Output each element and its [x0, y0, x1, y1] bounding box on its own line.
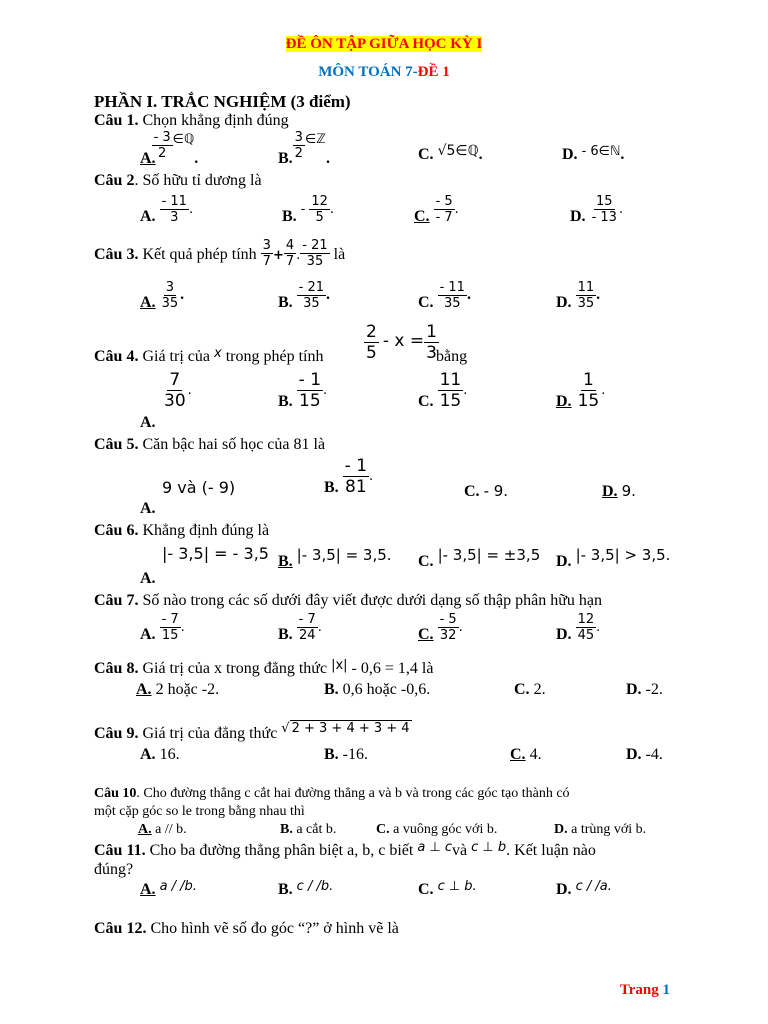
- q9-option-d: D. -4.: [626, 746, 663, 763]
- q10-option-a: A. a // b.: [138, 822, 187, 837]
- question-11-line2: đúng?: [94, 861, 134, 878]
- question-7: Câu 7. Số nào trong các số dưới đây viết được dưới dạng số thập phân hữu hạn: [94, 592, 602, 609]
- q3-option-c: C. $\frac{- 11}{35}$ .: [418, 280, 471, 312]
- q5-option-c: C. - 9.: [464, 482, 509, 500]
- q2-option-a: A. $\frac{- 11}{3}$ .: [140, 194, 194, 226]
- q7-option-d: D. $\frac{12}{45}$ .: [556, 612, 601, 644]
- q11-option-b: B. $^{c / /b.}$: [278, 879, 334, 898]
- question-11: Câu 11. Cho ba đường thẳng phân biệt a, b, c biết $^{a \perp c}$và $^{c \perp b}$. Kết luận nào: [94, 840, 596, 859]
- q8-option-d: D. -2.: [626, 681, 663, 698]
- q10-option-d: D. a trùng với b.: [554, 822, 647, 837]
- question-3: Câu 3. Kết quả phép tính $\frac{3}{7}$ + $\frac{4}{7}$ . $\frac{- 21}{35}$ là: [94, 238, 346, 269]
- document-subtitle: MÔN TOÁN 7-ĐỀ 1: [318, 64, 450, 80]
- q2-option-b: B. - $\frac{12}{5}$ .: [282, 194, 335, 226]
- q4-option-a-value: $\frac{7}{30}$ .: [164, 370, 192, 411]
- q4-tail: bằng: [436, 348, 468, 365]
- q5-option-a: A.: [140, 500, 156, 517]
- q7-option-b: B. $\frac{- 7}{24}$ .: [278, 612, 322, 644]
- q2-option-c: C. $\frac{- 5}{- 7}$ .: [414, 194, 459, 226]
- q3-option-d: D. $\frac{11}{35}$ .: [556, 280, 601, 312]
- question-1: Câu 1. Chọn khẳng định đúng: [94, 112, 289, 129]
- q1-option-d: D. $^{- 6\in ℕ}$.: [562, 144, 625, 163]
- q8-option-a: A. 2 hoặc -2.: [136, 681, 220, 698]
- q8-option-c: C. 2.: [514, 681, 546, 698]
- q4-option-b: B. $\frac{- 1}{15}$ .: [278, 370, 328, 411]
- question-10-line2: một cặp góc so le trong bằng nhau thì: [94, 804, 305, 819]
- q4-option-d: D. $\frac{1}{15}$ .: [556, 370, 606, 411]
- q9-option-b: B. -16.: [324, 746, 368, 763]
- q11-option-c: C. $^{c \perp b.}$: [418, 879, 477, 898]
- q9-option-a: A. 16.: [140, 746, 180, 763]
- q6-option-a: A.: [140, 570, 156, 587]
- q6-option-d: D. |- 3,5| > 3,5.: [556, 546, 671, 570]
- page-number: Trang 1: [619, 982, 670, 998]
- question-5: Câu 5. Căn bậc hai số học của 81 là: [94, 436, 326, 453]
- q5-option-a-value: 9 và (- 9): [162, 478, 236, 497]
- q6-option-c: C. |- 3,5| = ±3,5: [418, 546, 541, 570]
- q5-option-b: B. $\frac{- 1}{81}$ .: [324, 456, 374, 497]
- q7-option-c: C. $\frac{- 5}{32}$ .: [418, 612, 463, 644]
- q3-option-a: A. $\frac{3}{35}$ .: [140, 280, 185, 312]
- question-10: Câu 10. Cho đường thẳng c cắt hai đường thẳng a và b và trong các góc tạo thành có: [94, 786, 570, 801]
- question-4: Câu 4. Giá trị của $^x$ trong phép tính: [94, 346, 324, 365]
- q10-option-c: C. a vuông góc với b.: [376, 822, 498, 837]
- q4-option-c: C. $\frac{11}{15}$ .: [418, 370, 468, 411]
- question-12: Câu 12. Cho hình vẽ số đo góc “?” ở hình vẽ là: [94, 920, 399, 937]
- q11-option-a: A. $^{a / /b.}$: [140, 879, 197, 898]
- question-9: Câu 9. Giá trị của đẳng thức $^{√ 2 + 3 + 4 + 3 + 4}$: [94, 721, 410, 742]
- section-heading: PHẦN I. TRẮC NGHIỆM (3 điểm): [94, 92, 351, 111]
- q9-option-c: C. 4.: [510, 746, 542, 763]
- q1-option-b: B. $\frac{3}{2}$ $^{\in ℤ}$.: [278, 130, 330, 168]
- q3-option-b: B. $\frac{- 21}{35}$ .: [278, 280, 331, 312]
- q6-option-a-value: |- 3,5| = - 3,5: [162, 544, 269, 563]
- q1-option-c: C. √5∈ℚ.: [418, 143, 483, 163]
- q6-option-b: B. |- 3,5| = 3,5.: [278, 546, 392, 570]
- q8-option-b: B. 0,6 hoặc -0,6.: [324, 681, 431, 698]
- q1-option-a: A. $\frac{- 3}{2}$ $^{\in ℚ}$.: [140, 130, 199, 168]
- document-title: ĐỀ ÔN TẬP GIỮA HỌC KỲ I: [285, 36, 483, 52]
- question-6: Câu 6. Khẳng định đúng là: [94, 522, 270, 539]
- q10-option-b: B. a cắt b.: [280, 822, 337, 837]
- q4-equation: $\frac{2}{5}$ - x = $\frac{1}{3}$: [366, 322, 437, 363]
- question-2: Câu 2. Số hữu tỉ dương là: [94, 172, 262, 189]
- q11-option-d: D. $^{c / /a.}$: [556, 879, 612, 898]
- q4-option-a: A.: [140, 414, 156, 431]
- q2-option-d: D. $\frac{15}{- 13}$ .: [570, 194, 624, 226]
- q5-option-d: D. 9.: [602, 482, 636, 500]
- q7-option-a: A. $\frac{- 7}{15}$ .: [140, 612, 185, 644]
- question-8: Câu 8. Giá trị của x trong đẳng thức $^{|x|}$ - 0,6 = 1,4 là: [94, 658, 434, 677]
